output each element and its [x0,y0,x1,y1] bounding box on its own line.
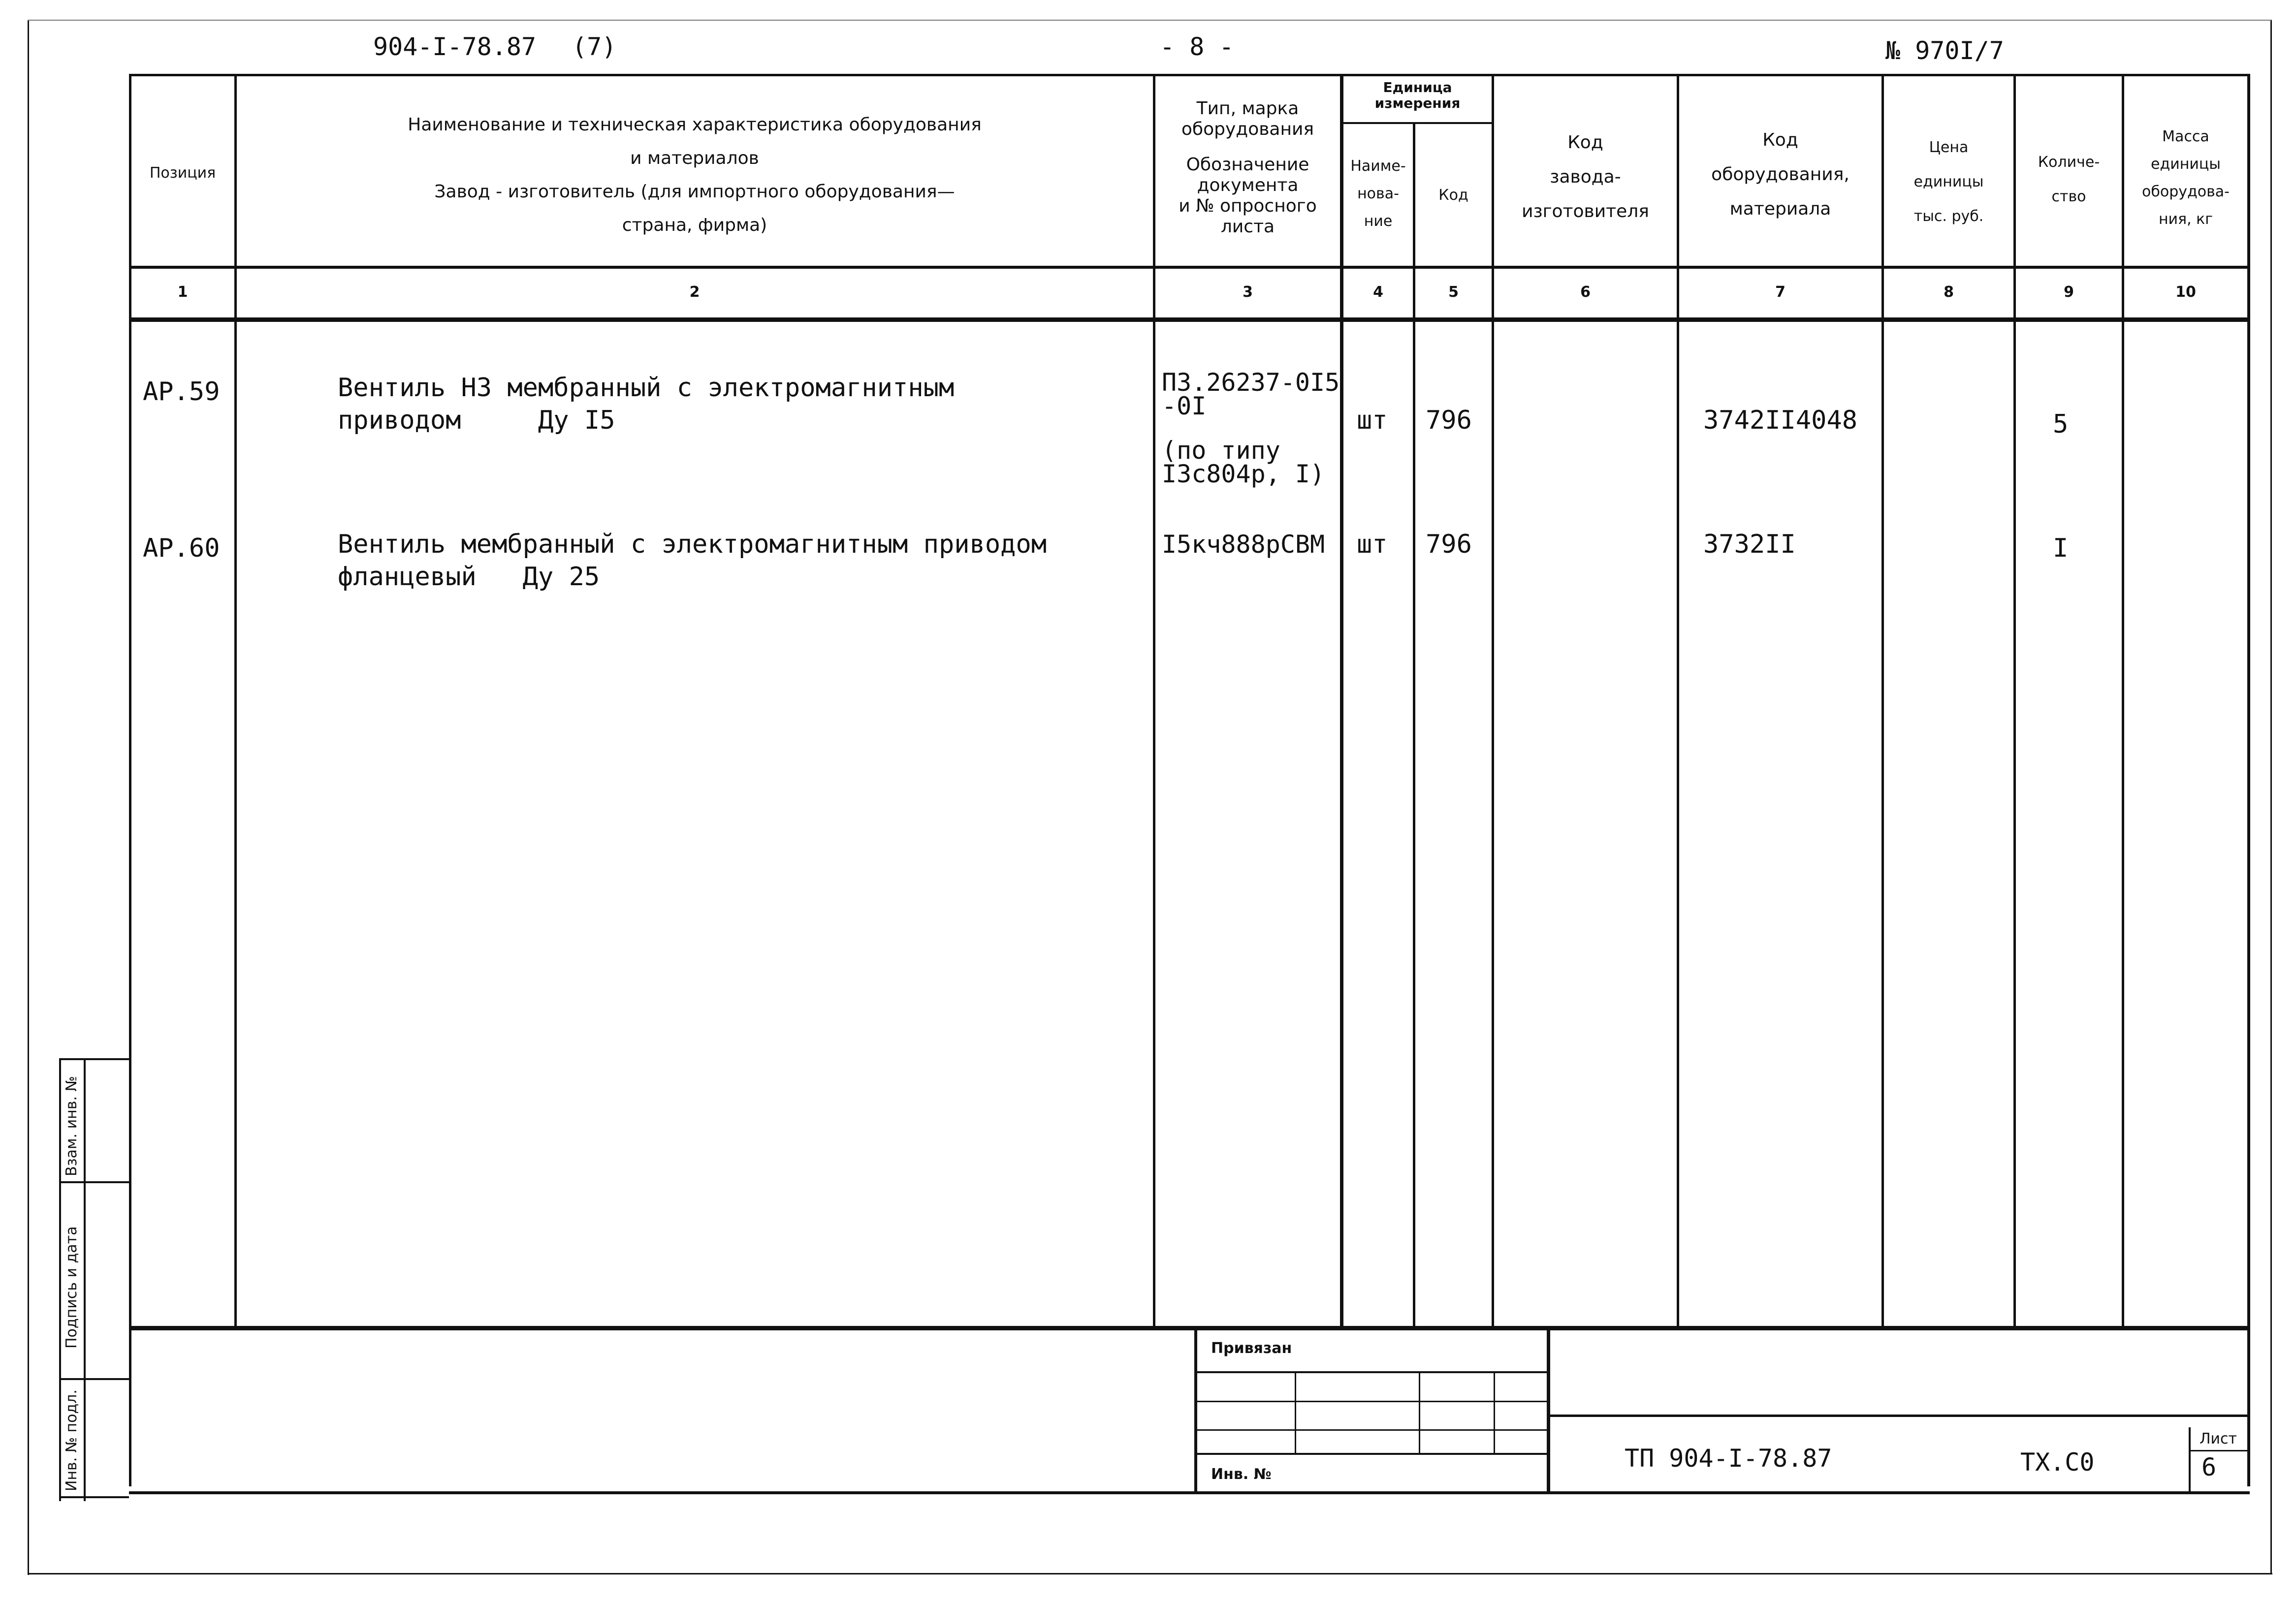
col-header-position: Позиция [149,164,216,182]
col-header-quantity-line: Количе- [2038,154,2100,171]
col-header-equipment-code-line: Код [1762,130,1798,150]
col-header-price-line: единицы [1913,173,1984,190]
col-header-type-line: оборудования [1181,119,1314,139]
col-header-mass [2124,123,2247,233]
col-header-mass-line: ния, кг [2158,211,2213,228]
col-header-unit-group-line: измерения [1374,95,1461,111]
col-number: 3 [1243,283,1253,301]
sheet-number: 6 [2201,1453,2217,1481]
col-header-equipment-code [1679,123,1881,226]
col-number: 9 [2064,283,2074,301]
side-signature-date-label: Подпись и дата [63,1226,80,1349]
col-header-type-line: Тип, марка [1196,98,1299,119]
inv-label: Инв. № [1211,1466,1272,1483]
col-header-type-line: листа [1220,217,1275,237]
row-unit-code: 796 [1426,406,1472,435]
col-header-factory-code-line: завода- [1550,167,1621,187]
col-header-factory-code-line: изготовителя [1522,201,1649,221]
row-equipment-code: 3732II [1703,530,1796,559]
col-header-name-line: и материалов [630,148,759,168]
col-header-factory-code-line: Код [1567,132,1603,153]
row-name-line: Вентиль НЗ мембранный с электромагнитным [338,373,955,403]
row-unit: шт [1357,530,1388,559]
col-header-mass-line: оборудова- [2142,183,2230,200]
row-position: АР.60 [143,534,220,563]
col-number: 7 [1775,283,1786,301]
col-header-quantity [2016,145,2122,214]
row-equipment-code: 3742II4048 [1703,406,1858,435]
col-header-mass-line: единицы [2151,156,2221,173]
col-number: 2 [689,283,700,301]
col-number: 8 [1944,283,1954,301]
col-number: 5 [1448,283,1459,301]
document-designation: ТП 904-I-78.87 [1625,1444,1832,1473]
bound-label: Привязан [1211,1340,1292,1357]
col-number: 1 [177,283,188,301]
col-header-unit-name-line: ние [1364,213,1393,230]
col-number: 4 [1373,283,1383,301]
album-number: № 970I/7 [1885,36,2004,65]
col-header-unit-code: Код [1438,187,1468,204]
col-header-equipment-code-line: оборудования, [1711,164,1850,185]
col-header-type-line: документа [1197,175,1299,195]
row-unit-code: 796 [1426,530,1472,559]
col-header-quantity-line: ство [2051,188,2086,205]
col-header-equipment-code-line: материала [1729,199,1831,219]
col-header-type-line: и № опросного [1179,196,1317,216]
row-type-line: ПЗ.26237-0I5 [1162,368,1340,397]
page-number: - 8 - [1160,32,1234,61]
row-type-line: I3с804р, I) [1162,460,1325,488]
row-position: АР.59 [143,377,220,407]
doc-sheet: (7) [572,32,617,61]
row-quantity: I [2053,534,2069,563]
col-header-unit-name-line: Наиме- [1350,157,1406,175]
row-unit: шт [1357,406,1388,435]
col-header-type-line: Обозначение [1186,155,1309,175]
doc-code: 904-I-78.87 [373,32,537,61]
col-header-name [237,108,1152,242]
col-header-factory-code [1494,126,1677,229]
col-header-mass-line: Масса [2162,128,2209,145]
row-type-line: (по типу [1162,436,1280,465]
row-name-line: фланцевый Ду 25 [338,562,600,592]
row-type-line: I5кч888рСВМ [1162,530,1325,559]
col-header-price-line: тыс. руб. [1913,208,1984,225]
row-type-line: -0I [1162,392,1207,420]
row-name-line: Вентиль мембранный с электромагнитным приводом [338,530,1047,559]
col-number: 10 [2175,283,2196,301]
col-number: 6 [1580,283,1591,301]
col-header-name-line: Наименование и техническая характеристика оборудования [408,115,982,135]
col-header-price [1884,130,2013,234]
col-header-name-line: Завод - изготовитель (для импортного оборудования— [434,182,955,202]
side-original-inv-label: Инв. № подл. [63,1389,80,1491]
col-header-name-line: страна, фирма) [622,215,767,235]
col-header-unit-group-line: Единица [1383,79,1452,95]
col-header-unit-name-line: нова- [1357,185,1399,202]
row-quantity: 5 [2053,409,2069,439]
col-header-type [1155,98,1340,237]
section-code: ТХ.С0 [2020,1448,2095,1477]
col-header-price-line: Цена [1929,139,1969,156]
sheet-label: Лист [2200,1430,2237,1447]
side-replaced-inv-label: Взам. инв. № [63,1076,80,1176]
col-header-unit-group [1343,80,1492,111]
col-header-unit-name [1343,153,1413,235]
row-name-line: приводом Ду I5 [338,406,615,435]
